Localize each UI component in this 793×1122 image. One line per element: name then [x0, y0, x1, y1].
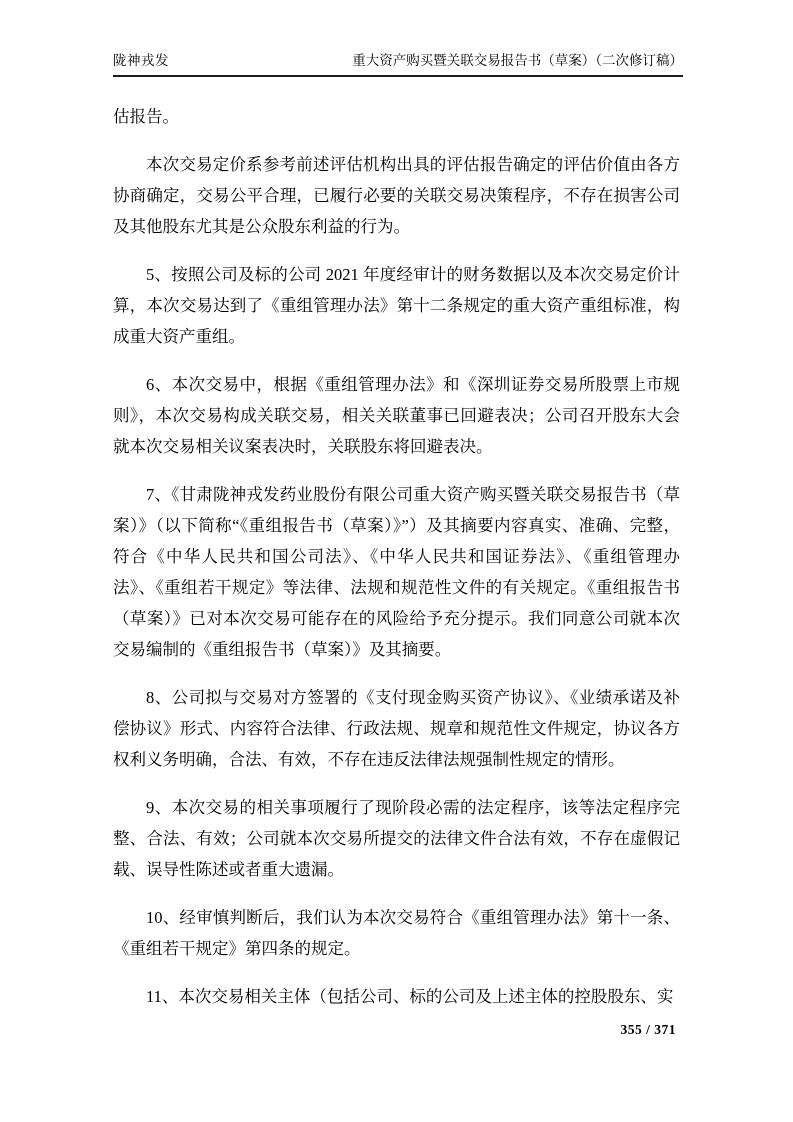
paragraph: 10、经审慎判断后，我们认为本次交易符合《重组管理办法》第十一条、《重组若干规定》第四条的规定。 [113, 908, 680, 958]
document-body [113, 101, 680, 1012]
header-company-name: 陇神戎发 [113, 53, 169, 68]
paragraph: 6、本次交易中，根据《重组管理办法》和《深圳证券交易所股票上市规则》，本次交易构成关联交易，相关关联董事已回避表决；公司召开股东大会就本次交易相关议案表决时，关联股东将回避表决。 [113, 375, 680, 456]
paragraph: 本次交易定价系参考前述评估机构出具的评估报告确定的评估价值由各方协商确定，交易公平合理，已履行必要的关联交易决策程序，不存在损害公司及其他股东尤其是公众股东利益的行为。 [113, 155, 680, 236]
page-number: 355 / 371 [620, 1022, 676, 1037]
paragraph: 估报告。 [113, 107, 179, 126]
paragraph: 7、《甘肃陇神戎发药业股份有限公司重大资产购买暨关联交易报告书（草案）》（以下简称“《重组报告书（草案）》”）及其摘要内容真实、准确、完整，符合《中华人民共和国公司法》、《中华人民共和国证券法》、《重组管理办法》、《重组若干规定》等法律、法规和规范性文件的有关规定。《重组报告书（草案）》已对本次交易可能存在的风险给予充分提示。我们同意公司就本次交易编制的《重组报告书（草案）》及其摘要。 [113, 485, 680, 659]
header-report-title: 重大资产购买暨关联交易报告书（草案）（二次修订稿） [352, 53, 683, 68]
paragraph: 11、本次交易相关主体（包括公司、标的公司及上述主体的控股股东、实 [146, 987, 674, 1006]
paragraph: 5、按照公司及标的公司 2021 年度经审计的财务数据以及本次交易定价计算，本次交易达到了《重组管理办法》第十二条规定的重大资产重组标准，构成重大资产重组。 [113, 265, 680, 346]
paragraph: 8、公司拟与交易对方签署的《支付现金购买资产协议》、《业绩承诺及补偿协议》形式、内容符合法律、行政法规、规章和规范性文件规定，协议各方权利义务明确，合法、有效，不存在违反法律法规强制性规定的情形。 [113, 688, 680, 769]
paragraph: 9、本次交易的相关事项履行了现阶段必需的法定程序，该等法定程序完整、合法、有效；公司就本次交易所提交的法律文件合法有效，不存在虚假记载、误导性陈述或者重大遗漏。 [113, 798, 680, 879]
page-header [113, 52, 683, 77]
